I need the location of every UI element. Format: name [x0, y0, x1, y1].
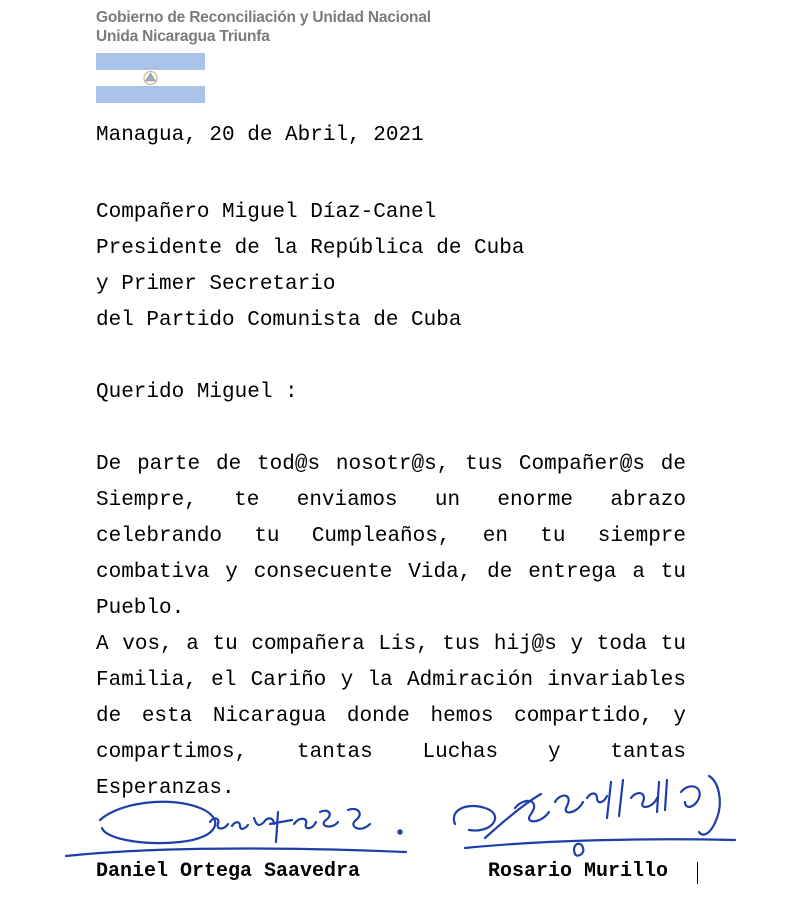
- salutation: Querido Miguel :: [96, 381, 298, 404]
- recipient-line: del Partido Comunista de Cuba: [96, 309, 462, 332]
- nicaragua-flag-icon: [96, 53, 205, 103]
- recipient-line: Presidente de la República de Cuba: [96, 237, 525, 260]
- recipient-line: Compañero Miguel Díaz-Canel: [96, 201, 437, 224]
- signature-rosario-murillo: [445, 768, 745, 868]
- signatory-name: Rosario Murillo: [488, 860, 669, 883]
- signature-daniel-ortega: [60, 790, 420, 865]
- recipient-block: [96, 195, 686, 339]
- text-cursor: [697, 862, 698, 884]
- body-paragraph-1: De parte de tod@s nosotr@s, tus Compañer@s de Siempre, te enviamos un enorme abrazo celebrando tu Cumpleaños, en tu siempre combativa y consecuente Vida, de entrega a tu Pueblo.: [96, 453, 686, 620]
- letterhead-line-1: Gobierno de Reconciliación y Unidad Nacional: [96, 9, 431, 26]
- signatory-name: Daniel Ortega Saavedra: [96, 860, 361, 883]
- letterhead-line-2: Unida Nicaragua Triunfa: [96, 28, 270, 45]
- recipient-line: y Primer Secretario: [96, 273, 336, 296]
- body-paragraph-2: A vos, a tu compañera Lis, tus hij@s y toda tu Familia, el Cariño y la Admiración invariables de esta Nicaragua donde hemos compartido, y compartimos, tantas Luchas y tantas Esperanzas.: [96, 633, 686, 800]
- letter-date: Managua, 20 de Abril, 2021: [96, 124, 424, 147]
- letterhead: [96, 8, 431, 46]
